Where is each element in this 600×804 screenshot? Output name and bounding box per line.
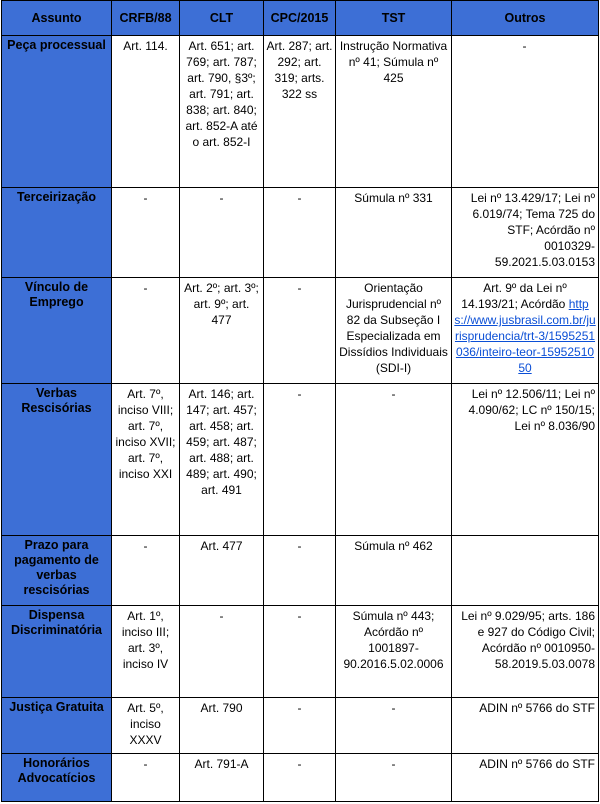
cell-outros: ADIN nº 5766 do STF (452, 698, 599, 754)
jusbrasil-link[interactable]: https://www.jusbrasil.com.br/jurisprudencia/trt-3/1595251036/inteiro-teor-1595251050 (454, 297, 596, 375)
cell-clt: Art. 146; art. 147; art. 457; art. 458; art. 459; art. 487; art. 488; art. 489; art. 490; art. 491 (180, 384, 264, 536)
cell-clt: Art. 651; art. 769; art. 787; art. 790, §3º; art. 791; art. 838; art. 840; art. 852-A até o art. 852-I (180, 36, 264, 188)
cell-cpc: Art. 287; art. 292; art. 319; arts. 322 ss (264, 36, 336, 188)
cell-tst: - (336, 698, 452, 754)
table-row (2, 606, 599, 698)
cell-tst: - (336, 384, 452, 536)
cell-assunto: Dispensa Discriminatória (2, 606, 112, 698)
cell-tst: Súmula nº 462 (336, 536, 452, 606)
cell-cpc: - (264, 278, 336, 384)
cell-cpc: - (264, 188, 336, 278)
col-header-outros: Outros (452, 1, 599, 36)
table-row (2, 188, 599, 278)
cell-clt: - (180, 606, 264, 698)
cell-clt: Art. 2º; art. 3º; art. 9º; art. 477 (180, 278, 264, 384)
cell-assunto: Vínculo de Emprego (2, 278, 112, 384)
cell-outros (452, 278, 599, 384)
cell-clt: Art. 790 (180, 698, 264, 754)
col-header-cpc: CPC/2015 (264, 1, 336, 36)
cell-outros: Lei nº 13.429/17; Lei nº 6.019/74; Tema 725 do STF; Acórdão nº 0010329-59.2021.5.03.0153 (452, 188, 599, 278)
cell-tst: Súmula nº 443; Acórdão nº 1001897-90.2016.5.02.0006 (336, 606, 452, 698)
cell-tst: Instrução Normativa nº 41; Súmula nº 425 (336, 36, 452, 188)
cell-crfb: - (112, 536, 180, 606)
cell-tst: Súmula nº 331 (336, 188, 452, 278)
col-header-tst: TST (336, 1, 452, 36)
cell-cpc: - (264, 698, 336, 754)
cell-crfb: Art. 114. (112, 36, 180, 188)
cell-cpc: - (264, 754, 336, 802)
cell-cpc: - (264, 384, 336, 536)
table-row (2, 36, 599, 188)
cell-clt: - (180, 188, 264, 278)
table-row (2, 754, 599, 802)
cell-assunto: Prazo para pagamento de verbas rescisórias (2, 536, 112, 606)
header-row (2, 1, 599, 36)
table-row (2, 698, 599, 754)
cell-assunto: Terceirização (2, 188, 112, 278)
cell-crfb: - (112, 278, 180, 384)
cell-crfb: - (112, 188, 180, 278)
cell-crfb: Art. 7º, inciso VIII; art. 7º, inciso XVII; art. 7º, inciso XXI (112, 384, 180, 536)
cell-assunto: Justiça Gratuita (2, 698, 112, 754)
cell-outros (452, 536, 599, 606)
cell-outros-text: Art. 9º da Lei nº 14.193/21; Acórdão (461, 281, 567, 311)
cell-cpc: - (264, 606, 336, 698)
cell-assunto: Verbas Rescisórias (2, 384, 112, 536)
col-header-crfb: CRFB/88 (112, 1, 180, 36)
cell-outros: Lei nº 9.029/95; arts. 186 e 927 do Código Civil; Acórdão nº 0010950-58.2019.5.03.0078 (452, 606, 599, 698)
cell-crfb: Art. 1º, inciso III; art. 3º, inciso IV (112, 606, 180, 698)
cell-crfb: - (112, 754, 180, 802)
cell-tst: Orientação Jurisprudencial nº 82 da Subseção I Especializada em Dissídios Individuais (SDI-I) (336, 278, 452, 384)
cell-cpc: - (264, 536, 336, 606)
table-row (2, 536, 599, 606)
cell-outros-text: - (522, 39, 527, 53)
legal-reference-table (1, 0, 599, 802)
col-header-assunto: Assunto (2, 1, 112, 36)
cell-clt: Art. 791-A (180, 754, 264, 802)
cell-outros: Lei nº 12.506/11; Lei nº 4.090/62; LC nº 150/15; Lei nº 8.036/90 (452, 384, 599, 536)
cell-assunto: Honorários Advocatícios (2, 754, 112, 802)
table-row (2, 384, 599, 536)
cell-assunto: Peça processual (2, 36, 112, 188)
cell-clt: Art. 477 (180, 536, 264, 606)
col-header-clt: CLT (180, 1, 264, 36)
cell-outros (452, 36, 599, 188)
table-row (2, 278, 599, 384)
cell-outros: ADIN nº 5766 do STF (452, 754, 599, 802)
cell-tst: - (336, 754, 452, 802)
cell-crfb: Art. 5º, inciso XXXV (112, 698, 180, 754)
